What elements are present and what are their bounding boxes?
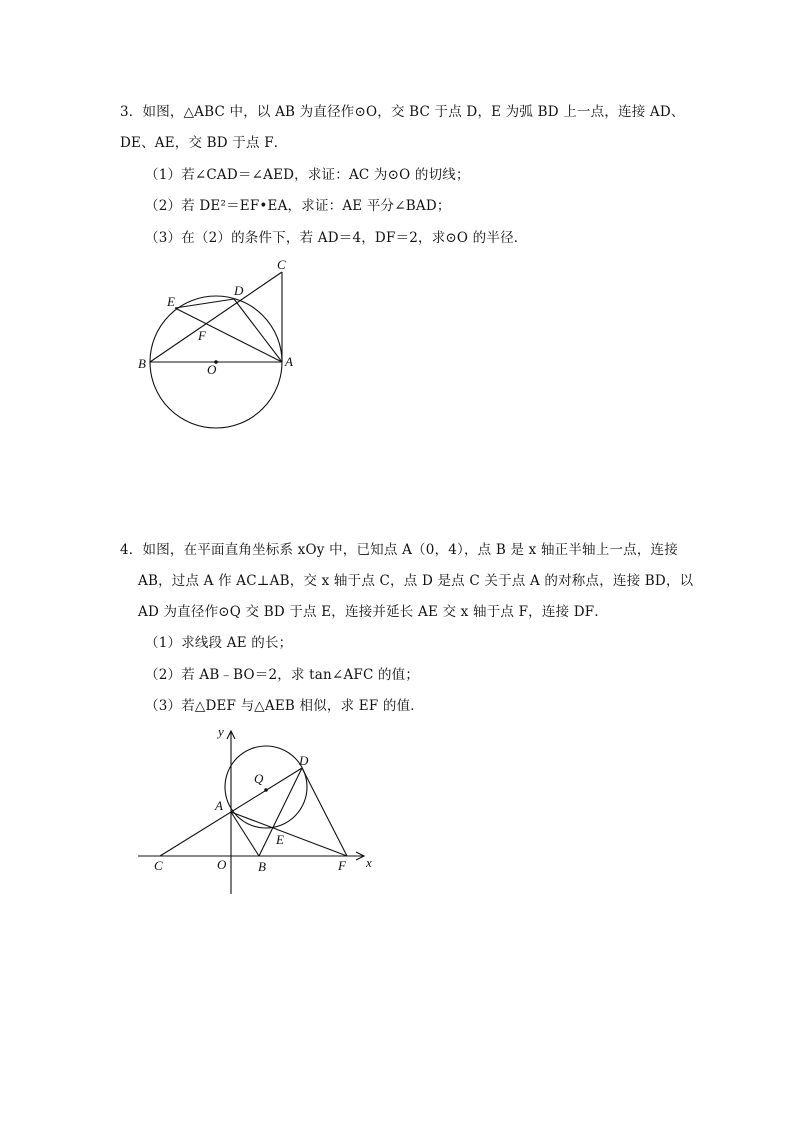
label-x: x — [366, 855, 372, 870]
problem4-line3: AD 为直径作⊙Q 交 BD 于点 E，连接并延长 AE 交 x 轴于点 F，连接 DF． — [138, 604, 609, 620]
label-o: O — [207, 362, 217, 377]
label-e: E — [167, 294, 175, 309]
problem3-part1: （1）若∠CAD＝∠AED，求证：AC 为⊙O 的切线； — [145, 167, 470, 183]
center-point-q — [264, 788, 268, 792]
problem4-part3: （3）若△DEF 与△AEB 相似，求 EF 的值． — [145, 698, 425, 714]
label-c: C — [154, 858, 163, 873]
label-a: A — [215, 798, 223, 813]
label-e: E — [276, 832, 284, 847]
problem4-part1: （1）求线段 AE 的长； — [145, 635, 293, 651]
label-b: B — [258, 859, 266, 874]
label-a: A — [285, 354, 293, 369]
label-f: F — [198, 328, 206, 343]
label-d: D — [234, 283, 244, 298]
label-c: C — [277, 257, 286, 272]
segment-af — [231, 812, 347, 856]
label-q: Q — [254, 771, 264, 786]
label-y: y — [218, 724, 224, 739]
problem3-part3: （3）在（2）的条件下，若 AD＝4，DF＝2，求⊙O 的半径． — [145, 230, 528, 246]
problem4-line2: AB，过点 A 作 AC⊥AB，交 x 轴于点 C，点 D 是点 C 关于点 A 的对称点，连接 BD，以 — [138, 573, 694, 589]
circle-q — [225, 746, 307, 828]
label-o: O — [217, 857, 227, 872]
segment-df — [302, 768, 347, 856]
label-d: D — [299, 753, 309, 768]
label-f: F — [338, 858, 346, 873]
problem3-line2: DE、AE，交 BD 于点 F． — [120, 135, 288, 151]
label-b: B — [138, 356, 146, 371]
problem4-part2: （2）若 AB﹣BO＝2，求 tan∠AFC 的值； — [145, 667, 420, 683]
problem3-part2: （2）若 DE²＝EF•EA，求证：AE 平分∠BAD； — [145, 198, 451, 214]
problem4-line1: 4．如图，在平面直角坐标系 xOy 中，已知点 A（0，4），点 B 是 x 轴正半轴上一点，连接 — [120, 542, 678, 558]
segment-ab — [231, 812, 259, 856]
problem3-line1: 3．如图，△ABC 中，以 AB 为直径作⊙O，交 BC 于点 D，E 为弧 BD 上一点，连接 AD、 — [120, 104, 685, 120]
